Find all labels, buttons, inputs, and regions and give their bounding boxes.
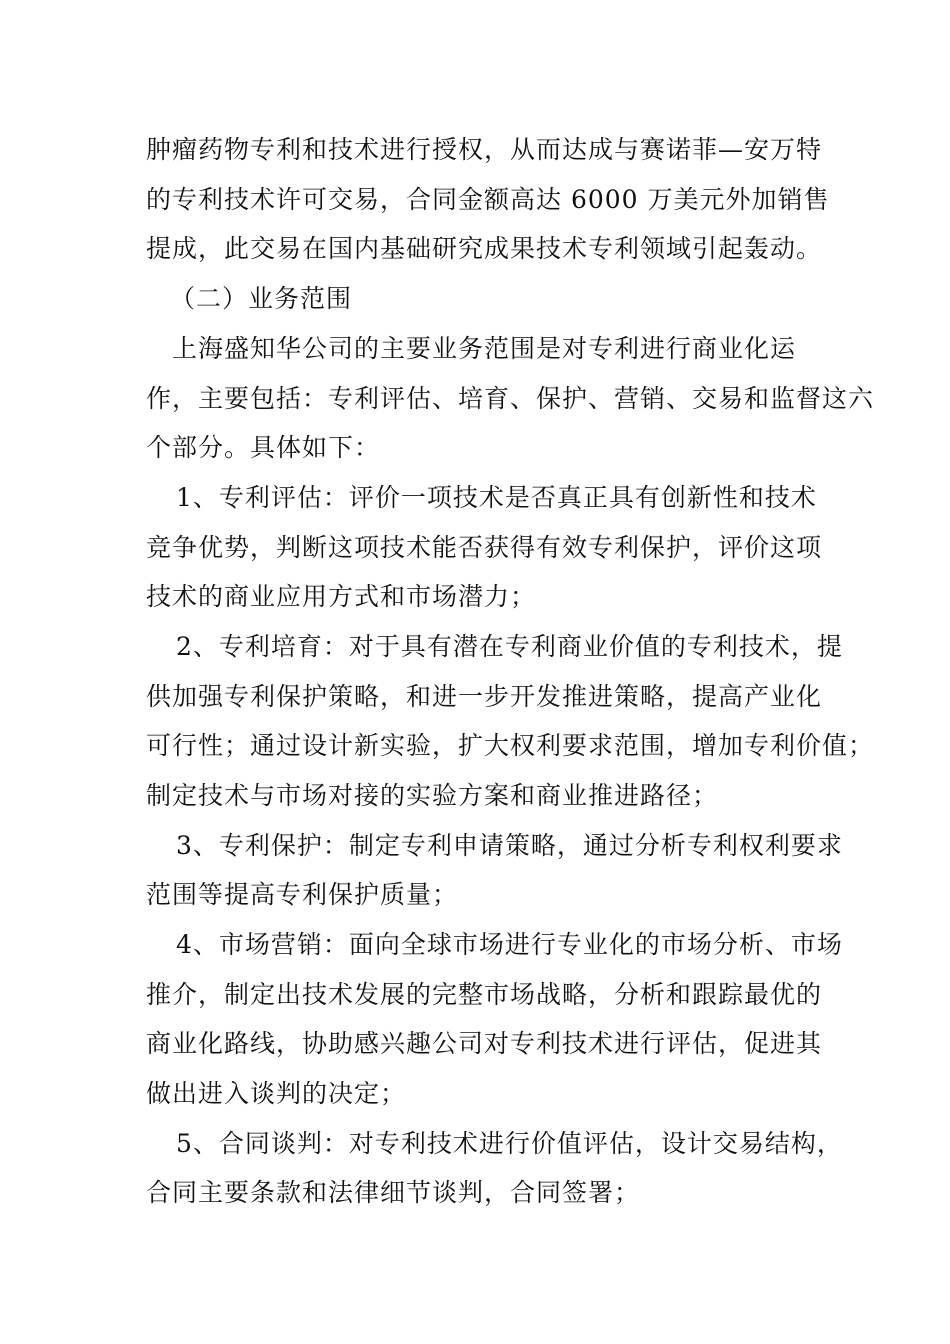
- list-item-lead: 3、专利保护：制定专利申请策略，通过分析专利权利要求: [176, 831, 843, 860]
- text-line: 制定技术与市场对接的实验方案和商业推进路径；: [146, 781, 719, 810]
- text-line: 商业化路线，协助感兴趣公司对专利技术进行评估，促进其: [146, 1029, 823, 1058]
- list-item-lead: 5、合同谈判：对专利技术进行价值评估，设计交易结构，: [176, 1129, 843, 1158]
- text-line: 提成，此交易在国内基础研究成果技术专利领域引起轰动。: [146, 234, 823, 263]
- list-item-lead: 2、专利培育：对于具有潜在专利商业价值的专利技术，提: [176, 632, 843, 661]
- list-item-lead: 1、专利评估：评价一项技术是否真正具有创新性和技术: [176, 483, 817, 512]
- text-line: 上海盛知华公司的主要业务范围是对专利进行商业化运: [172, 334, 797, 363]
- text-line: 的专利技术许可交易，合同金额高达 6000 万美元外加销售: [146, 185, 830, 214]
- text-line: 技术的商业应用方式和市场潜力；: [146, 582, 537, 611]
- text-line: 范围等提高专利保护质量；: [146, 880, 459, 909]
- text-line: 竞争优势，判断这项技术能否获得有效专利保护，评价这项: [146, 533, 823, 562]
- text-line: 肿瘤药物专利和技术进行授权，从而达成与赛诺菲—安万特: [146, 135, 823, 164]
- text-line: 推介，制定出技术发展的完整市场战略，分析和跟踪最优的: [146, 980, 823, 1009]
- text-line: 供加强专利保护策略，和进一步开发推进策略，提高产业化: [146, 682, 823, 711]
- text-line: 可行性；通过设计新实验，扩大权利要求范围，增加专利价值；: [146, 731, 875, 760]
- section-heading: （二）业务范围: [170, 284, 353, 313]
- text-line: 合同主要条款和法律细节谈判，合同签署；: [146, 1178, 641, 1207]
- text-line: 作，主要包括：专利评估、培育、保护、营销、交易和监督这六: [146, 384, 875, 413]
- text-line: 个部分。具体如下：: [146, 433, 381, 462]
- list-item-lead: 4、市场营销：面向全球市场进行专业化的市场分析、市场: [176, 930, 843, 959]
- text-line: 做出进入谈判的决定；: [146, 1079, 407, 1108]
